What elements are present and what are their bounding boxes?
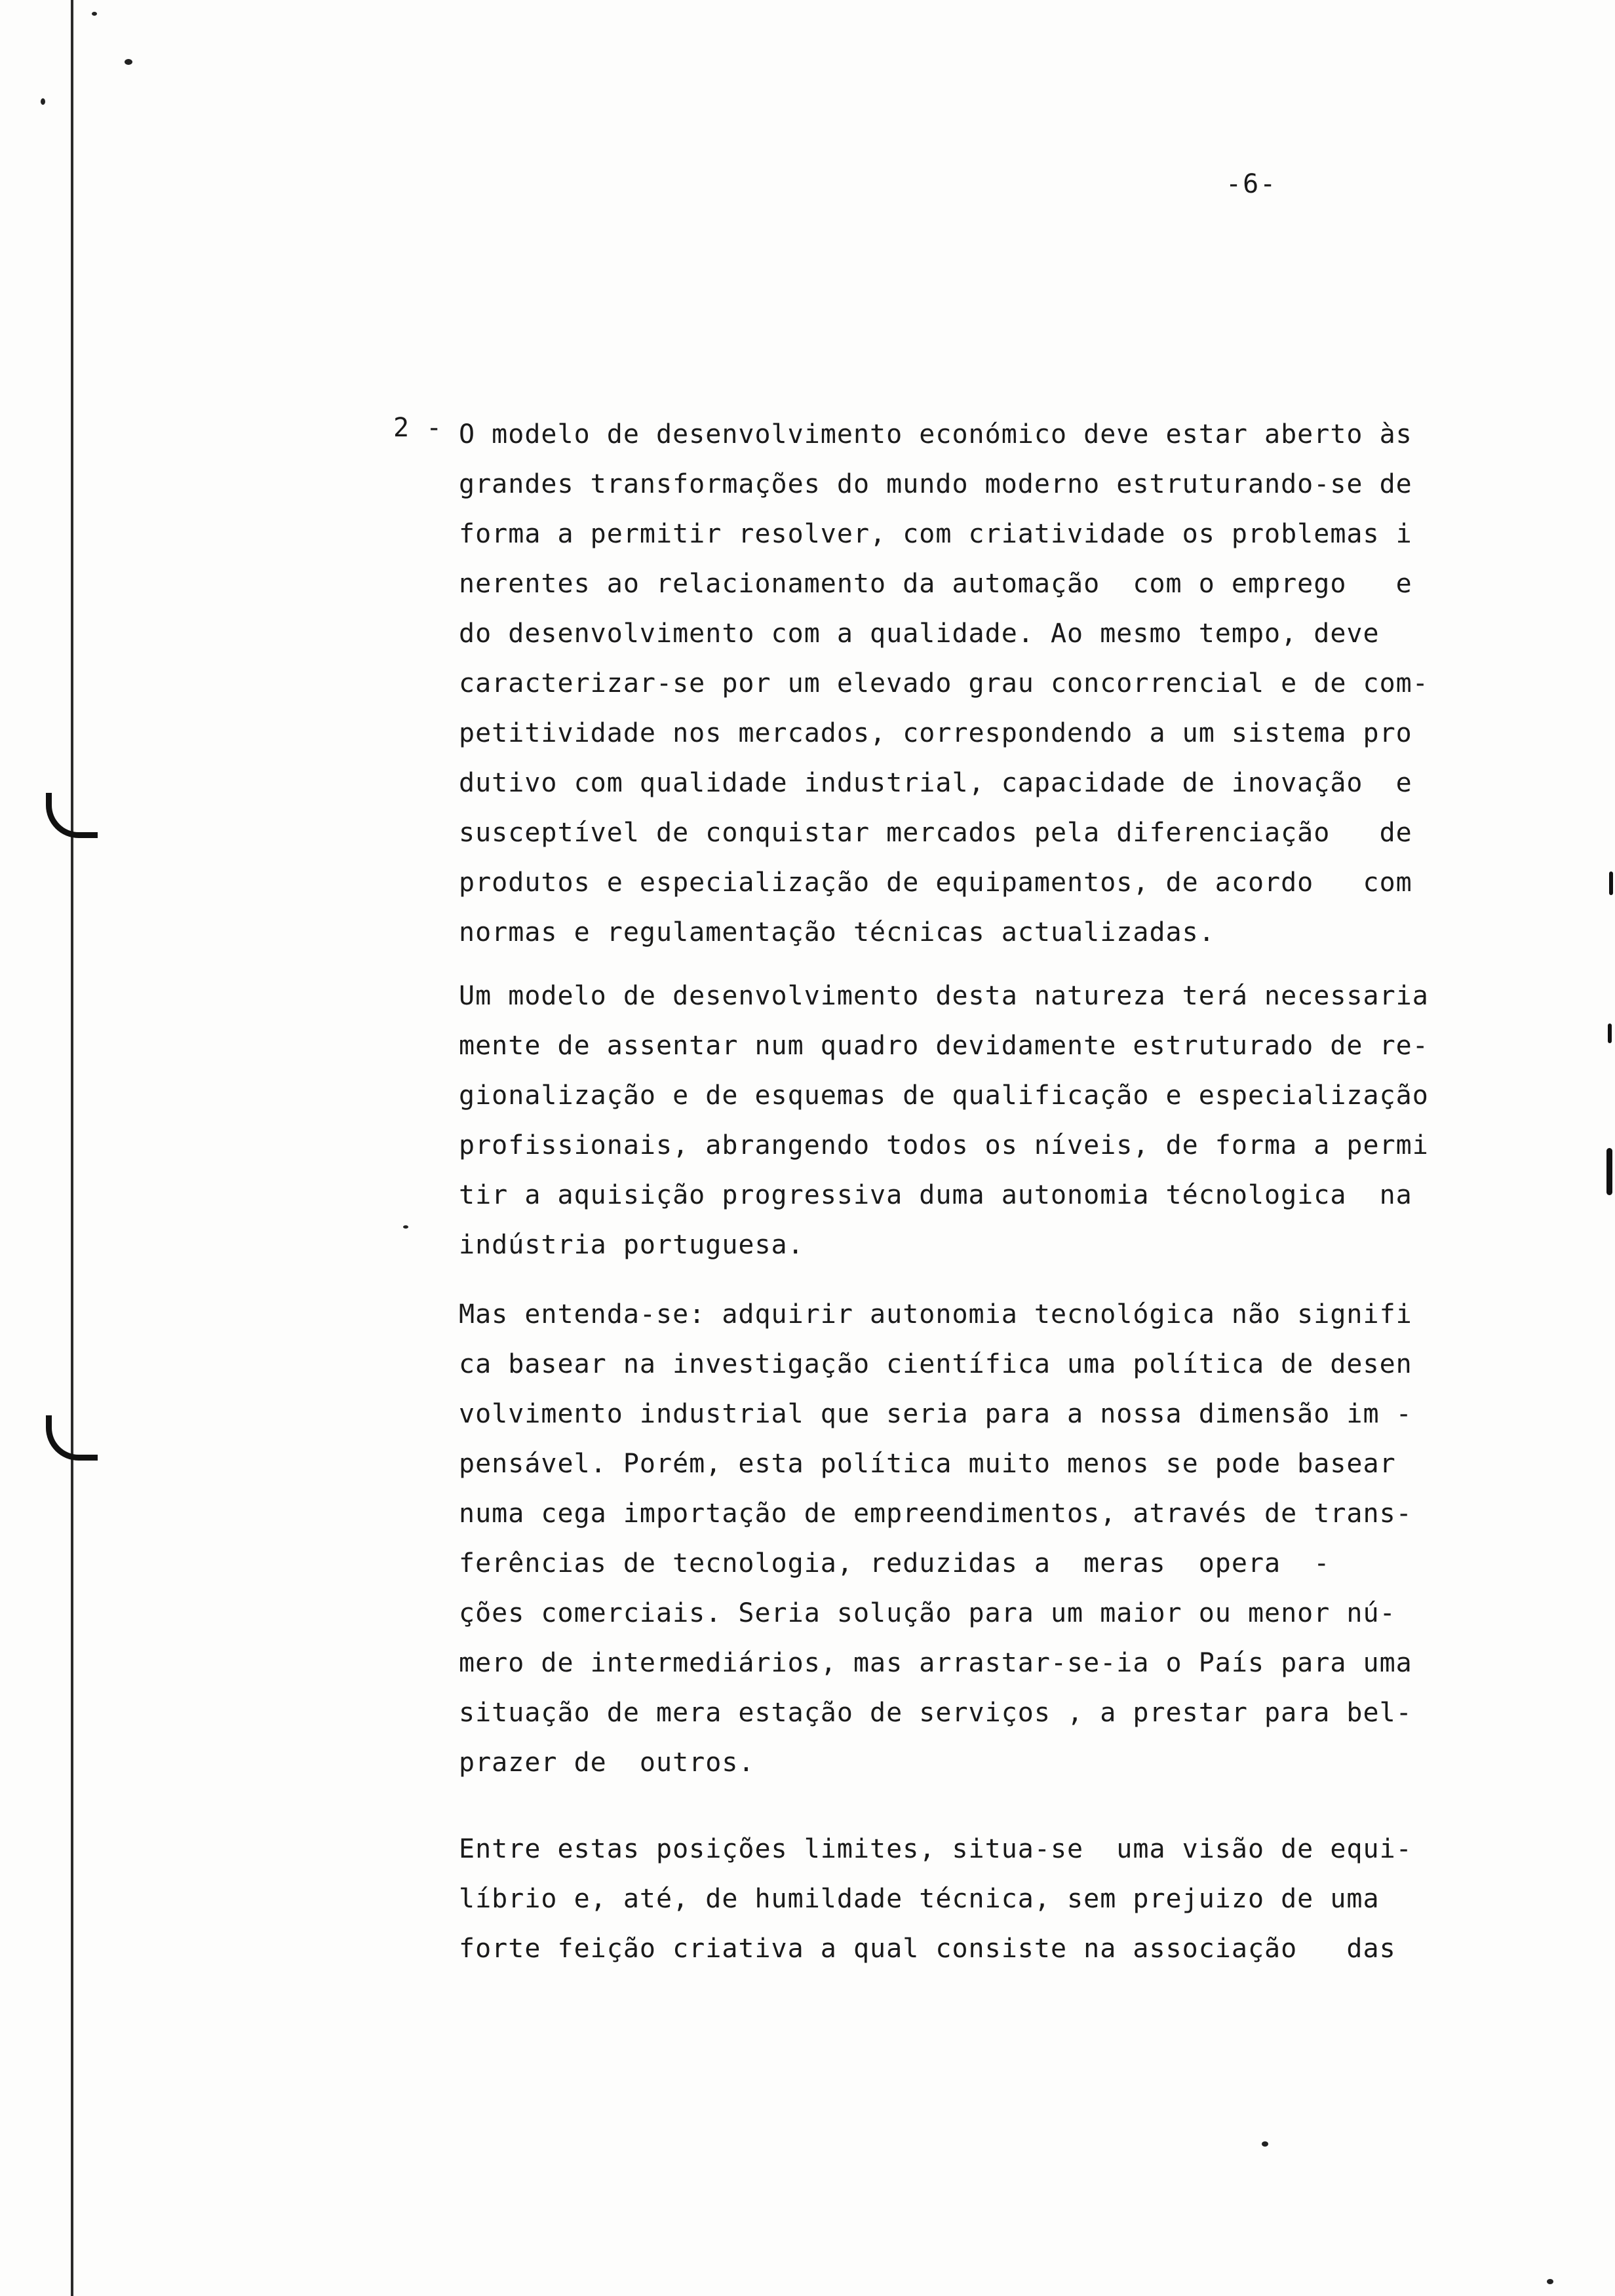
text-line: normas e regulamentação técnicas actualizadas. xyxy=(459,917,1215,947)
text-line: mente de assentar num quadro devidamente estruturado de re- xyxy=(459,1031,1429,1061)
text-line: produtos e especialização de equipamentos, de acordo com xyxy=(459,868,1412,898)
binding-margin-line xyxy=(71,0,73,2296)
paragraph-4 xyxy=(459,1824,1435,1974)
text-line: ferências de tecnologia, reduzidas a meras opera - xyxy=(459,1548,1331,1578)
text-line: petitividade nos mercados, correspondendo a um sistema pro xyxy=(459,718,1412,748)
text-line: O modelo de desenvolvimento económico deve estar aberto às xyxy=(459,419,1412,450)
text-line: grandes transformações do mundo moderno estruturando-se de xyxy=(459,469,1412,499)
ink-speck xyxy=(92,12,97,16)
text-line: susceptível de conquistar mercados pela diferenciação de xyxy=(459,818,1412,848)
text-line: Entre estas posições limites, situa-se uma visão de equi- xyxy=(459,1834,1412,1864)
ink-speck xyxy=(125,59,132,65)
text-line: caracterizar-se por um elevado grau concorrencial e de com- xyxy=(459,668,1429,698)
ink-speck xyxy=(403,1225,408,1229)
text-line: ções comerciais. Seria solução para um maior ou menor nú- xyxy=(459,1598,1396,1628)
text-line: gionalização e de esquemas de qualificação e especialização xyxy=(459,1081,1429,1111)
text-line: volvimento industrial que seria para a nossa dimensão im - xyxy=(459,1399,1412,1429)
text-line: prazer de outros. xyxy=(459,1748,755,1778)
text-line: ca basear na investigação científica uma política de desen xyxy=(459,1349,1412,1379)
text-line: situação de mera estação de serviços , a prestar para bel- xyxy=(459,1698,1412,1728)
text-line: do desenvolvimento com a qualidade. Ao mesmo tempo, deve xyxy=(459,619,1380,649)
text-line: forma a permitir resolver, com criatividade os problemas i xyxy=(459,519,1412,549)
ink-speck xyxy=(41,98,45,105)
ink-speck xyxy=(1547,2279,1553,2284)
text-line: tir a aquisição progressiva duma autonomia técnologica na xyxy=(459,1180,1412,1210)
text-line: mero de intermediários, mas arrastar-se-ia o País para uma xyxy=(459,1648,1412,1678)
text-line: Mas entenda-se: adquirir autonomia tecnológica não signifi xyxy=(459,1299,1412,1330)
text-line: pensável. Porém, esta política muito menos se pode basear xyxy=(459,1449,1396,1479)
paragraph-1 xyxy=(459,410,1435,957)
text-line: dutivo com qualidade industrial, capacidade de inovação e xyxy=(459,768,1412,798)
margin-bar-mark xyxy=(1606,1148,1612,1195)
paragraph-2 xyxy=(459,971,1435,1270)
text-line: líbrio e, até, de humildade técnica, sem prejuizo de uma xyxy=(459,1884,1380,1914)
margin-bar-mark xyxy=(1609,871,1613,895)
text-line: numa cega importação de empreendimentos, através de trans- xyxy=(459,1499,1412,1529)
text-line: indústria portuguesa. xyxy=(459,1230,804,1260)
text-line: profissionais, abrangendo todos os níveis, de forma a permi xyxy=(459,1130,1429,1160)
binding-hook-mark xyxy=(46,1415,98,1461)
text-line: forte feição criativa a qual consiste na associação das xyxy=(459,1934,1396,1964)
binding-hook-mark xyxy=(46,793,98,838)
margin-bar-mark xyxy=(1608,1024,1612,1043)
text-line: nerentes ao relacionamento da automação com o emprego e xyxy=(459,569,1412,599)
page-number: -6- xyxy=(1226,169,1277,199)
paragraph-3 xyxy=(459,1290,1435,1788)
text-line: Um modelo de desenvolvimento desta natureza terá necessaria xyxy=(459,981,1429,1011)
ink-speck xyxy=(1262,2141,1268,2147)
list-item-marker: 2 - xyxy=(393,413,443,443)
